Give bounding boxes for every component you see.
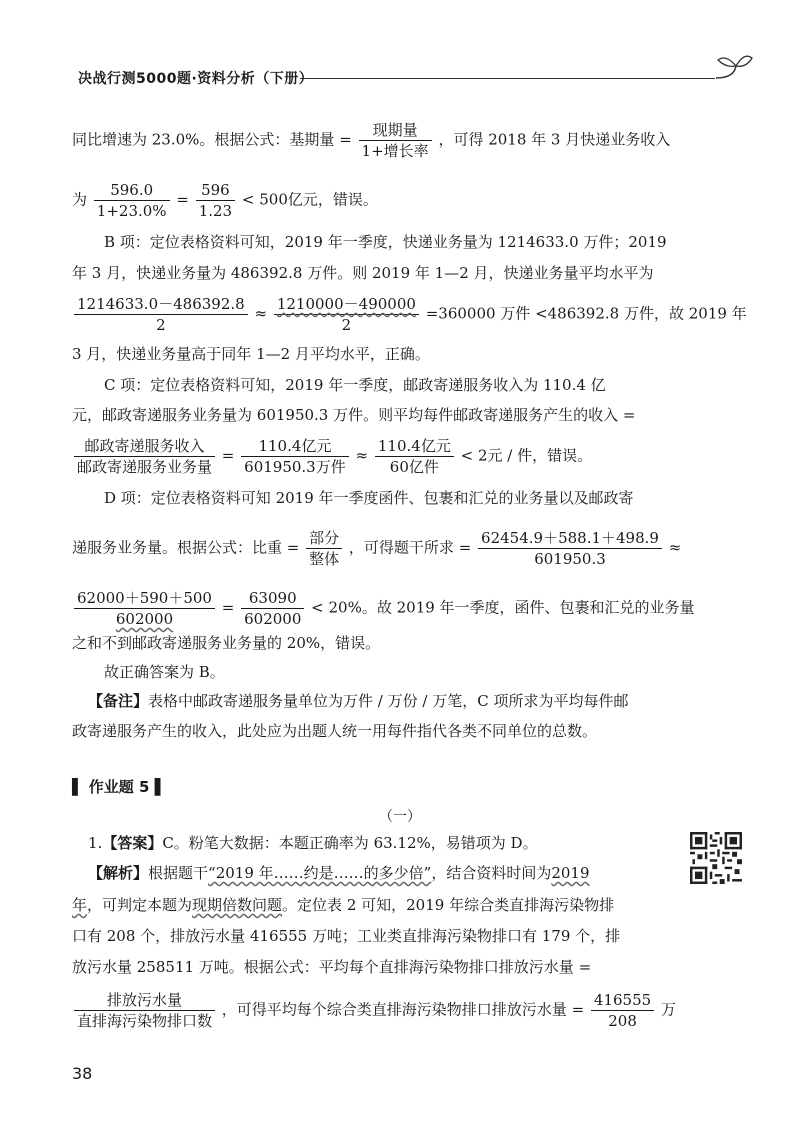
text: ，可得平均每个综合类直排海污染物排口排放污水量 = (221, 1000, 585, 1019)
note-label: 【备注】 (88, 692, 149, 710)
q1-analysis-line4: 放污水量 258511 万吨。根据公式：平均每个直排海污染物排口排放污水量 = (72, 958, 592, 976)
option-b-line1: B 项：定位表格资料可知，2019 年一季度，快递业务量为 1214633.0 万件；2019 (104, 233, 667, 251)
fraction-denominator: 邮政寄递服务业务量 (74, 456, 215, 477)
fraction-c1 (74, 436, 215, 477)
fraction-c3 (375, 436, 454, 477)
fraction-denominator: 1+23.0% (94, 200, 170, 221)
equals-sign: = (176, 190, 189, 209)
text: 现期倍数问题 (192, 896, 283, 914)
text: 为 (72, 190, 88, 209)
fraction-numerator: 1214633.0－486392.8 (77, 295, 245, 313)
option-c-line1: C 项：定位表格资料可知，2019 年一季度，邮政寄递服务收入为 110.4 亿 (104, 376, 606, 394)
note-line2: 政寄递服务产生的收入，此处应为出题人统一用每件指代各类不同单位的总数。 (72, 722, 598, 740)
fraction-denominator: 直排海污染物排口数 (74, 1010, 215, 1031)
fraction-denominator: 602000 (241, 608, 304, 629)
qr-code-icon (690, 832, 742, 884)
text: < 20%。故 2019 年一季度，函件、包裹和汇兑的业务量 (311, 598, 695, 617)
text: 万 (660, 1000, 676, 1019)
fraction-numerator: 邮政寄递服务收入 (84, 437, 205, 455)
text: “2019 年……约是……的多少倍” (208, 864, 432, 882)
option-d-line3 (72, 588, 695, 629)
text: C。粉笔大数据：本题正确率为 63.12%，易错项为 D。 (162, 834, 538, 852)
fraction-denominator: 2 (274, 314, 419, 335)
q1-analysis-line3: 口有 208 个，排放污水量 416555 万吨；工业类直排海污染物排口有 179 个，排 (72, 927, 621, 945)
fraction-a1 (94, 180, 170, 221)
fraction-denominator: 208 (591, 1010, 654, 1031)
analysis-label: 【解析】 (88, 864, 149, 882)
fraction-numerator: 63090 (248, 589, 297, 607)
option-d-line2 (72, 528, 681, 569)
fraction-numerator: 110.4亿元 (258, 437, 332, 455)
section-heading: ▌ 作业题 5 ▌ (72, 778, 167, 796)
fraction-numerator: 62000＋590＋500 (77, 589, 212, 607)
fraction-numerator: 排放污水量 (107, 991, 183, 1009)
option-b-line4: 3 月，快递业务量高于同年 1—2 月平均水平，正确。 (72, 345, 430, 363)
option-b-line3 (72, 294, 747, 335)
fraction-denominator: 601950.3 (478, 548, 662, 569)
fraction-numerator: 1210000－490000 (276, 295, 416, 313)
fraction-d2 (478, 528, 662, 569)
fraction-denominator: 601950.3万件 (241, 456, 349, 477)
fraction-numerator: 62454.9＋588.1＋498.9 (481, 529, 659, 547)
header-rule (300, 78, 715, 79)
text: 表格中邮政寄递服务量单位为万件 / 万份 / 万笔，C 项所求为平均每件邮 (148, 692, 629, 710)
fraction-numerator: 596 (201, 181, 230, 199)
fraction-denominator: 60亿件 (375, 456, 454, 477)
paragraph-base-formula (72, 120, 670, 161)
fraction-numerator: 部分 (309, 529, 340, 547)
fraction-denominator: 1.23 (196, 200, 235, 221)
fraction-denominator: 整体 (306, 548, 342, 569)
q1-analysis-line2 (72, 894, 614, 916)
subsection-heading: （一） (379, 809, 421, 825)
text: 根据题干 (148, 864, 209, 882)
fraction-numerator: 现期量 (372, 121, 418, 139)
text: < 2元 / 件，错误。 (460, 446, 593, 465)
fraction-b2 (274, 294, 419, 335)
option-b-line2: 年 3 月，快递业务量为 486392.8 万件。则 2019 年 1—2 月，快递业务量平均水平为 (72, 264, 654, 282)
fraction-numerator: 416555 (593, 991, 652, 1009)
option-d-line4: 之和不到邮政寄递服务业务量的 20%，错误。 (72, 634, 381, 652)
text: 同比增速为 23.0%。根据公式：基期量 = (72, 130, 352, 149)
q1-answer-line (88, 832, 538, 854)
sprout-icon (712, 48, 756, 84)
q1-analysis-line1 (88, 862, 590, 884)
text: < 500亿元，错误。 (241, 190, 378, 209)
question-number: 1. (88, 834, 103, 852)
fraction-d4 (241, 588, 304, 629)
fraction-denominator: 1+增长率 (359, 140, 432, 161)
option-c-line3 (72, 436, 592, 477)
fraction-q1b (591, 990, 654, 1031)
fraction-q1a (74, 990, 215, 1031)
option-c-line2: 元，邮政寄递服务业务量为 601950.3 万件。则平均每件邮政寄递服务产生的收入 = (72, 406, 636, 424)
text: ，可得题干所求 = (348, 538, 472, 557)
text: 。定位表 2 可知，2019 年综合类直排海污染物排 (282, 896, 615, 914)
fraction-base-formula (359, 120, 432, 161)
text: ，可判定本题为 (87, 896, 193, 914)
final-answer: 故正确答案为 B。 (104, 663, 225, 681)
fraction-denominator: 2 (74, 314, 248, 335)
fraction-numerator: 110.4亿元 (377, 437, 451, 455)
text: ，结合资料时间为 (431, 864, 552, 882)
fraction-d1 (306, 528, 342, 569)
answer-label: 【答案】 (102, 834, 163, 852)
fraction-numerator: 596.0 (110, 181, 154, 199)
fraction-b1 (74, 294, 248, 335)
q1-analysis-line5 (72, 990, 676, 1031)
note-line1 (88, 690, 628, 712)
page-number: 38 (72, 1064, 93, 1083)
approx-sign: ≈ (355, 446, 369, 465)
fraction-a2 (196, 180, 235, 221)
approx-sign: ≈ (254, 304, 268, 323)
fraction-c2 (241, 436, 349, 477)
fraction-denominator: 602000 (74, 608, 215, 629)
text: =360000 万件 <486392.8 万件，故 2019 年 (425, 304, 747, 323)
equals-sign: = (221, 598, 235, 617)
text: 年 (72, 896, 88, 914)
text: 2019 (551, 864, 590, 882)
approx-sign: ≈ (668, 538, 682, 557)
equals-sign: = (221, 446, 235, 465)
paragraph-calc-a (72, 180, 378, 221)
text: ，可得 2018 年 3 月快递业务收入 (438, 130, 671, 149)
running-header-title: 决战行测5000题·资料分析（下册） (78, 71, 314, 87)
text: 递服务业务量。根据公式：比重 = (72, 538, 300, 557)
fraction-d3 (74, 588, 215, 629)
option-d-line1: D 项：定位表格资料可知 2019 年一季度函件、包裹和汇兑的业务量以及邮政寄 (104, 489, 634, 507)
